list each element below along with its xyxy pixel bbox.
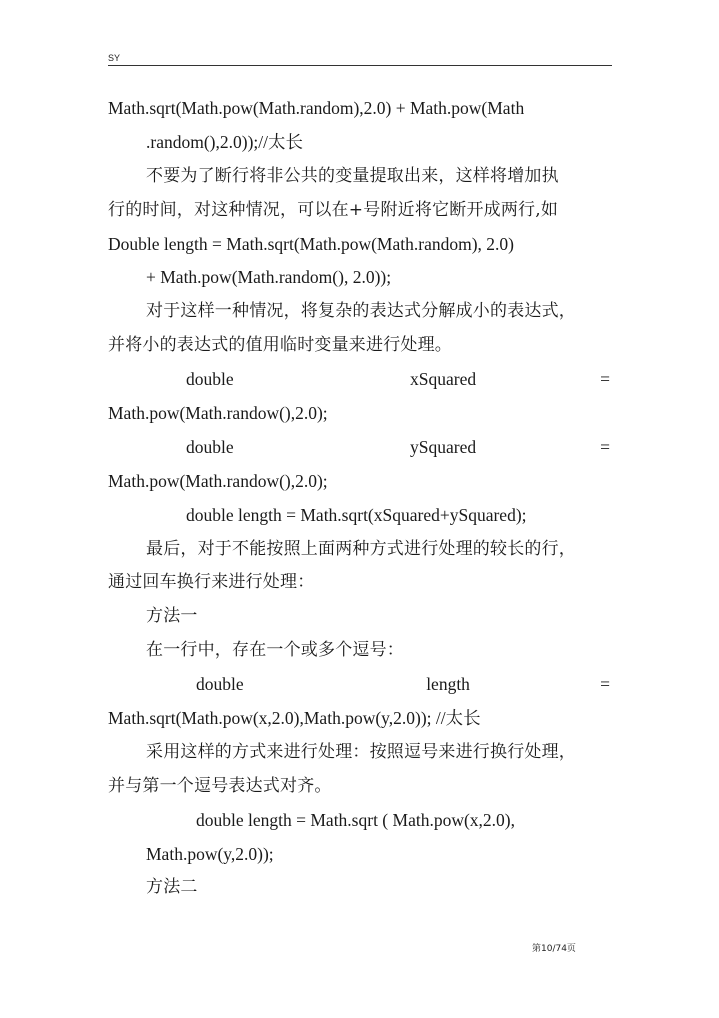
code-token: =: [600, 436, 610, 457]
paragraph-line: 并与第一个逗号表达式对齐。: [108, 775, 332, 796]
code-line: [108, 668, 612, 702]
code-line: .random(),2.0));//太长: [146, 131, 303, 152]
code-token: double: [196, 674, 244, 695]
code-line: Math.pow(y,2.0));: [146, 843, 274, 864]
paragraph-line: 在一行中，存在一个或多个逗号：: [146, 640, 404, 661]
header-rule: [108, 65, 612, 66]
code-token: ySquared: [410, 436, 477, 457]
code-line: Math.sqrt(Math.pow(x,2.0),Math.pow(y,2.0)); //太长: [108, 708, 481, 729]
code-line: Math.pow(Math.randow(),2.0);: [108, 403, 328, 424]
section-heading: 方法一: [146, 606, 198, 627]
paragraph-line: 采用这样的方式来进行处理：按照逗号来进行换行处理，: [146, 741, 576, 762]
paragraph-line: 不要为了断行将非公共的变量提取出来，这样将增加执: [146, 165, 559, 186]
paragraph-line: 并将小的表达式的值用临时变量来进行处理。: [108, 335, 452, 356]
code-line: Math.sqrt(Math.pow(Math.random),2.0) + Math.pow(Math: [108, 98, 525, 118]
paragraph-line: 对于这样一种情况，将复杂的表达式分解成小的表达式，: [146, 301, 576, 322]
paragraph-line: 最后，对于不能按照上面两种方式进行处理的较长的行，: [146, 538, 576, 559]
document-body: [108, 92, 612, 905]
code-line: Math.pow(Math.randow(),2.0);: [108, 470, 328, 491]
header-label: SY: [108, 53, 121, 63]
code-line: [108, 431, 612, 465]
code-line: [108, 363, 612, 397]
code-token: =: [600, 674, 610, 695]
paragraph-line: 通过回车换行来进行处理：: [108, 572, 315, 593]
code-line: double length = Math.sqrt ( Math.pow(x,2.0),: [196, 809, 515, 830]
section-heading: 方法二: [146, 877, 198, 898]
paragraph-line: 行的时间，对这种情况，可以在+号附近将它断开成两行,如: [108, 199, 559, 220]
code-line: + Math.pow(Math.random(), 2.0));: [146, 267, 392, 288]
code-token: double: [186, 436, 234, 457]
code-token: double: [186, 369, 234, 390]
code-token: length: [426, 674, 470, 695]
code-token: xSquared: [410, 369, 477, 390]
page-number: 第10/74页: [532, 944, 576, 954]
code-token: =: [600, 369, 610, 390]
code-line: Double length = Math.sqrt(Math.pow(Math.random), 2.0): [108, 233, 514, 254]
code-line: double length = Math.sqrt(xSquared+ySquared);: [186, 504, 527, 525]
